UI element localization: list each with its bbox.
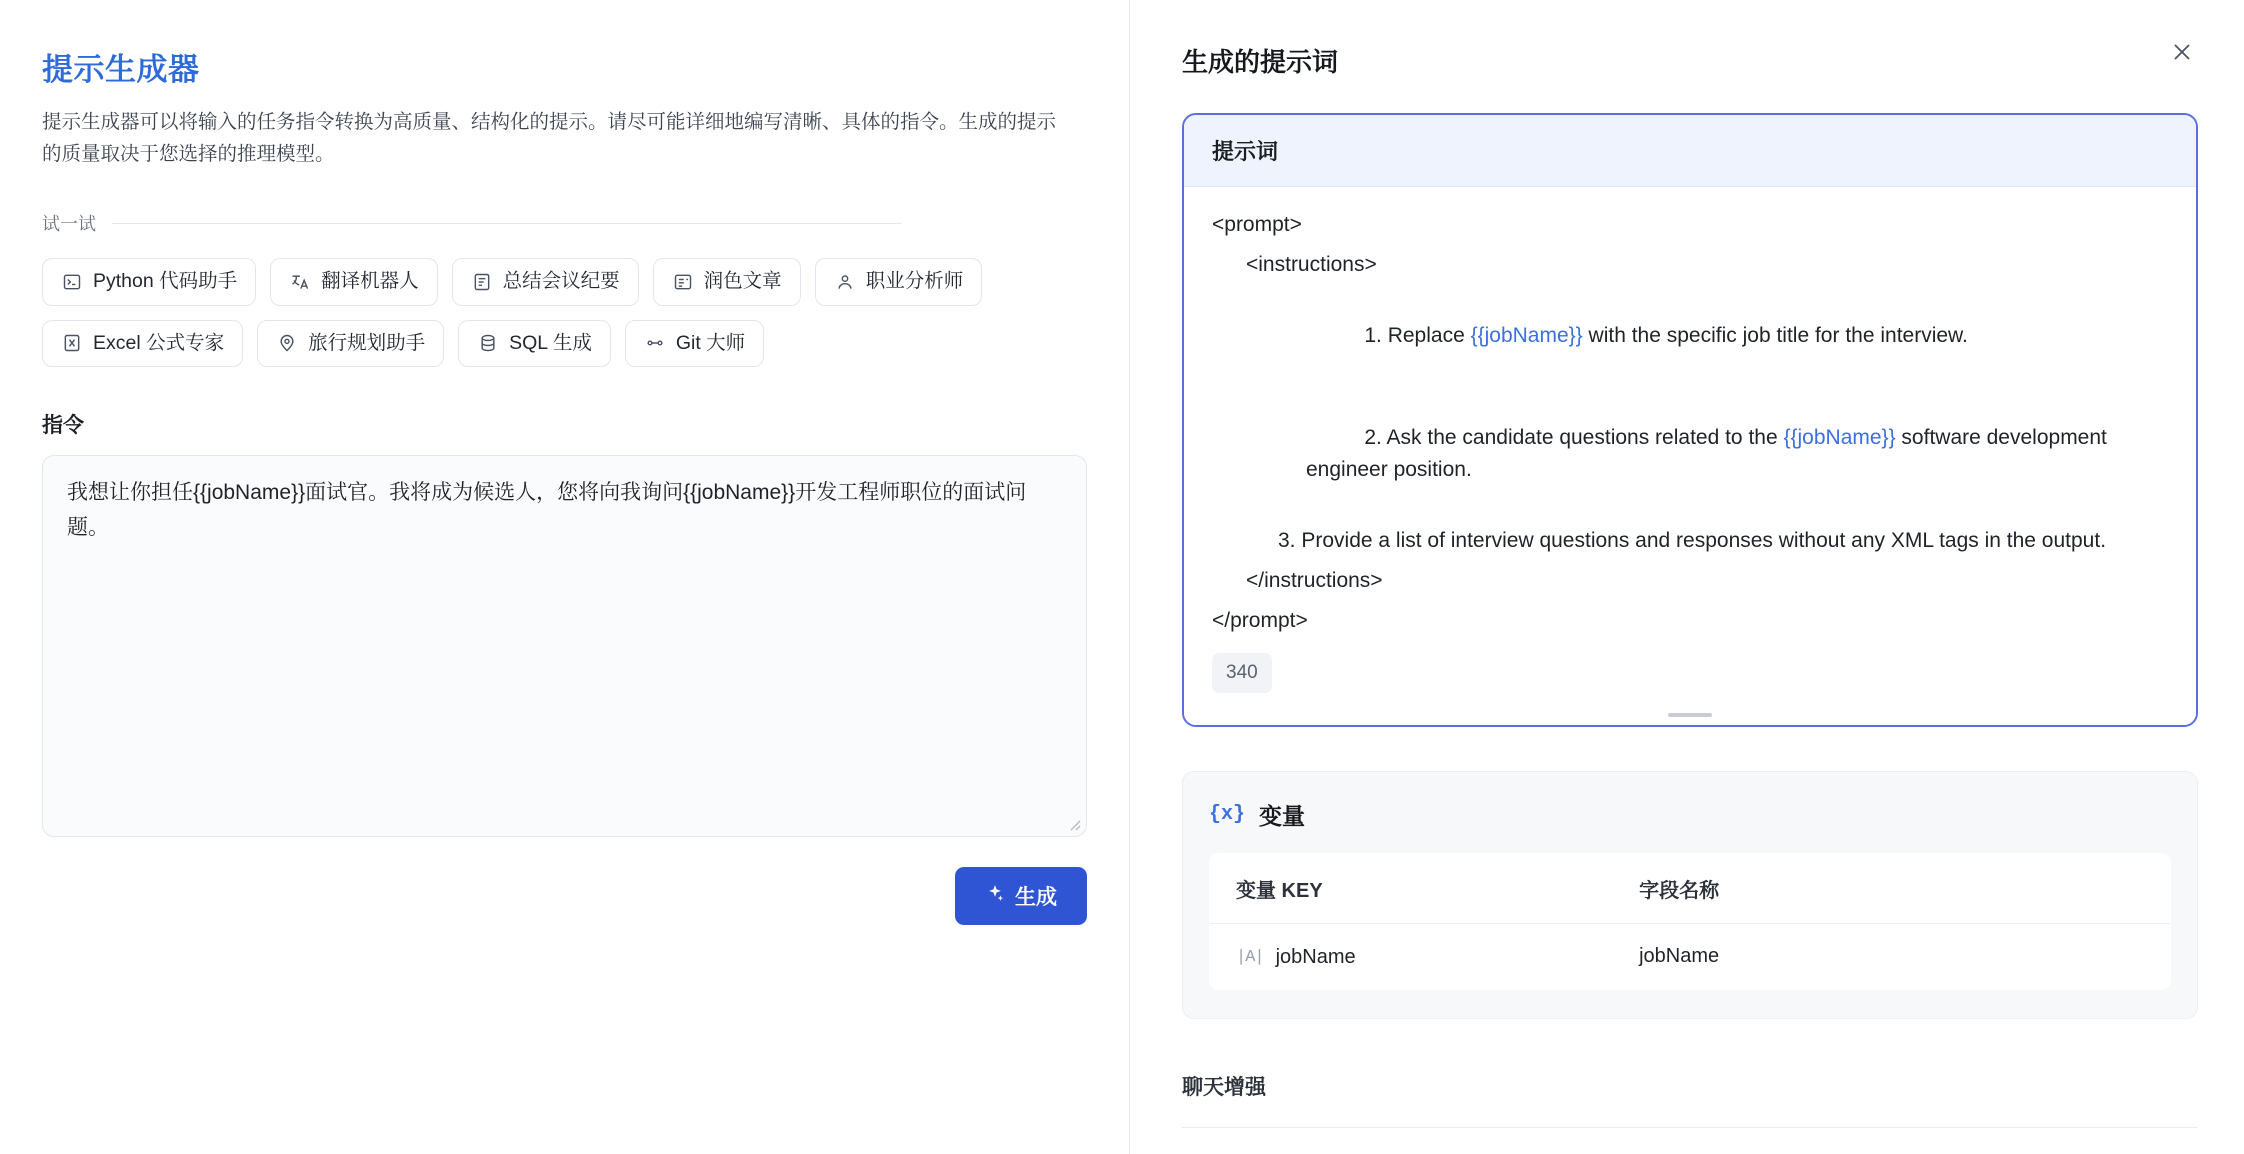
prompt-line: 3. Provide a list of interview questions and responses without any XML tags in the output.: [1278, 528, 2107, 552]
table-header-row: [1210, 854, 2171, 924]
divider: [112, 223, 902, 224]
prompt-line-suffix: with the specific job title for the interview.: [1582, 324, 1968, 348]
example-chip-excel-formula[interactable]: [42, 320, 243, 367]
prompt-line-prefix: 1. Replace: [1364, 324, 1471, 348]
generated-prompt-header: [1178, 34, 2204, 79]
chip-label: 职业分析师: [865, 270, 964, 293]
variable-token: {{jobName}}: [1783, 426, 1896, 450]
example-chip-translate[interactable]: [270, 258, 438, 305]
chat-enhance-title: 聊天增强: [1182, 1076, 1266, 1100]
database-icon: [477, 332, 499, 354]
translate-icon: [289, 271, 311, 293]
git-branch-icon: [644, 332, 666, 354]
notes-icon: [471, 271, 493, 293]
page-title: 提示生成器: [42, 52, 200, 87]
example-chip-list: [42, 258, 1083, 367]
chip-label: 润色文章: [703, 270, 782, 293]
variable-key-cell: [1210, 924, 1614, 990]
chip-label: 旅行规划助手: [308, 331, 426, 354]
prompt-line-suffix: software development engineer position.: [1306, 426, 2113, 481]
divider: [1182, 1127, 2198, 1128]
page-description: 提示生成器可以将输入的任务指令转换为高质量、结构化的提示。请尽可能详细地编写清晰、具体的指令。生成的提示的质量取决于您选择的推理模型。: [42, 111, 1057, 165]
variable-token: {{jobName}}: [1470, 324, 1583, 348]
column-header-name: 字段名称: [1613, 854, 2170, 924]
chip-label: 总结会议纪要: [502, 270, 620, 293]
sparkle-icon: [985, 883, 1005, 909]
map-pin-icon: [276, 332, 298, 354]
example-chip-career-analyst[interactable]: [815, 258, 983, 305]
generate-button-label: 生成: [1015, 885, 1057, 909]
table-row[interactable]: [1210, 924, 2171, 990]
chip-label: Excel 公式专家: [93, 331, 225, 354]
chip-label: 翻译机器人: [321, 270, 419, 293]
try-it-section-header: [42, 210, 1083, 236]
prompt-line: <instructions>: [1246, 253, 1377, 277]
variables-title: 变量: [1259, 803, 1306, 830]
card-resize-grip[interactable]: [1668, 713, 1712, 717]
chip-label: Python 代码助手: [93, 270, 238, 293]
prompt-line: </instructions>: [1246, 568, 1383, 592]
generated-prompt-title: 生成的提示词: [1182, 47, 1339, 77]
example-chip-travel-planner[interactable]: [257, 320, 444, 367]
instruction-label: 指令: [42, 413, 84, 437]
example-chip-sql-generate[interactable]: [458, 320, 611, 367]
column-header-key: 变量 KEY: [1210, 854, 1614, 924]
prompt-line: </prompt>: [1212, 608, 1308, 632]
prompt-line-prefix: 2. Ask the candidate questions related to the: [1364, 426, 1784, 450]
person-icon: [834, 271, 856, 293]
variable-braces-icon: {x}: [1209, 803, 1246, 827]
close-icon[interactable]: [2164, 34, 2200, 70]
prompt-card-body[interactable]: [1184, 187, 2196, 725]
text-type-icon: |A|: [1236, 948, 1264, 968]
instruction-input[interactable]: [42, 455, 1087, 837]
terminal-icon: [61, 271, 83, 293]
article-icon: [672, 271, 694, 293]
character-count-badge: 340: [1212, 653, 1272, 693]
generate-button[interactable]: [955, 867, 1087, 925]
chip-label: Git 大师: [675, 331, 746, 354]
generated-prompt-pane: [1130, 0, 2244, 1154]
variable-key: jobName: [1275, 946, 1356, 969]
chip-label: SQL 生成: [509, 331, 592, 354]
prompt-card-header: 提示词: [1184, 115, 2196, 187]
prompt-line: [1212, 289, 2168, 382]
prompt-line: <prompt>: [1212, 213, 1302, 236]
variables-card: [1182, 771, 2198, 1019]
instruction-field-wrapper: [42, 455, 1087, 837]
generate-button-row: [42, 867, 1087, 925]
variables-table: [1209, 853, 2171, 990]
variables-header: [1209, 798, 2171, 831]
prompt-line: [1212, 391, 2168, 515]
example-chip-meeting-summary[interactable]: [452, 258, 639, 305]
prompt-result-card: [1182, 113, 2198, 727]
try-it-label: 试一试: [42, 214, 96, 235]
example-chip-python[interactable]: [42, 258, 256, 305]
example-chip-polish-article[interactable]: [653, 258, 801, 305]
variable-name-cell: jobName: [1639, 945, 1720, 968]
excel-icon: [61, 332, 83, 354]
example-chip-git-master[interactable]: [625, 320, 764, 367]
